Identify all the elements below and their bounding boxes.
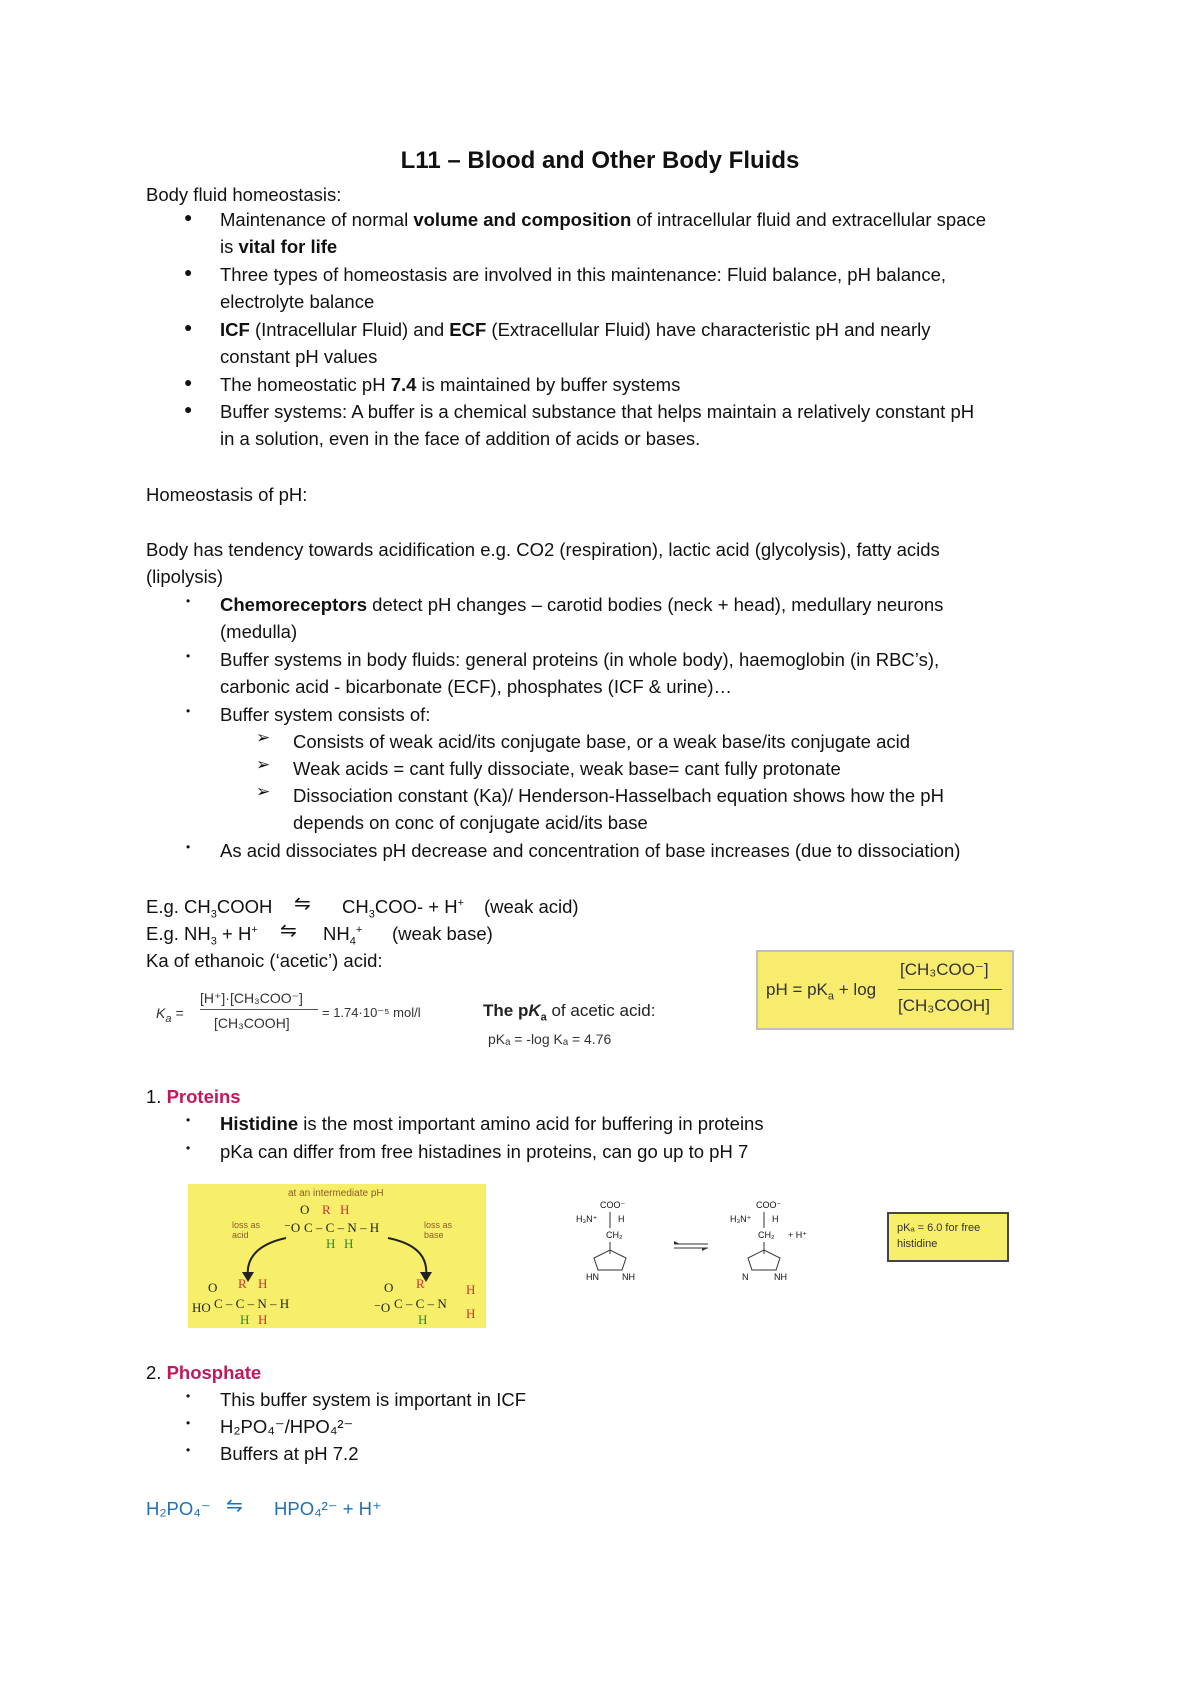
sub-list-item-cont: depends on conc of conjugate acid/its base	[293, 812, 648, 833]
list-item-cont: (medulla)	[220, 621, 298, 642]
arrow-bullet-icon: ➢	[256, 782, 271, 801]
list-item	[220, 206, 986, 233]
reversible-arrow-icon: ⇋	[280, 920, 297, 942]
hh-numerator: [CH₃COO⁻]	[900, 960, 989, 979]
ka-symbol	[156, 1005, 184, 1025]
chem-label: CH₂	[758, 1230, 775, 1240]
text-run: pH = pK	[766, 980, 828, 999]
chem-label: N	[742, 1272, 749, 1282]
subscript: a	[827, 990, 835, 1003]
histidine-structure-drawing	[570, 1200, 830, 1290]
svg-text:H: H	[340, 1202, 350, 1217]
text-run: 1.	[146, 1086, 167, 1107]
bullet-icon: ●	[184, 209, 193, 225]
text-run: of acetic acid:	[546, 1001, 656, 1020]
text-run: volume and composition	[413, 209, 632, 230]
list-item: Buffer systems: A buffer is a chemical substance that helps maintain a relatively constant pH	[220, 401, 975, 422]
amino-acid-structure-drawing	[188, 1184, 486, 1328]
text-run: Histidine	[220, 1113, 299, 1134]
text-run: COOH	[216, 896, 273, 917]
list-item	[220, 591, 943, 618]
text-run: vital for life	[238, 236, 338, 257]
svg-text:O: O	[208, 1280, 218, 1295]
svg-text:⁻O: ⁻O	[374, 1300, 391, 1315]
svg-text:R: R	[416, 1276, 425, 1291]
text-run: of intracellular fluid and extracellular space	[631, 209, 987, 230]
hh-lhs	[766, 980, 877, 1003]
svg-text:H: H	[344, 1236, 354, 1251]
text-run: The p	[483, 1001, 529, 1020]
bullet-icon: •	[186, 1389, 191, 1403]
svg-text:H: H	[258, 1276, 268, 1291]
bullet-icon: •	[186, 1443, 191, 1457]
histidine-equilibrium-figure	[570, 1200, 830, 1290]
section-heading-body-fluid: Body fluid homeostasis:	[146, 184, 342, 205]
ka-denominator: [CH₃COOH]	[214, 1015, 290, 1031]
text-run: E.g. CH	[146, 896, 211, 917]
text-run: Maintenance of normal	[220, 209, 414, 230]
list-item	[220, 1110, 764, 1137]
ka-value: = 1.74·10⁻⁵ mol/l	[322, 1005, 421, 1020]
bullet-icon: •	[186, 649, 191, 663]
subscript: a	[165, 1012, 172, 1025]
text-run: CH	[342, 896, 369, 917]
pka-expression: pKₐ = -log Kₐ = 4.76	[488, 1031, 612, 1047]
list-item: Buffers at pH 7.2	[220, 1443, 359, 1464]
arrow-bullet-icon: ➢	[256, 755, 271, 774]
svg-text:HO: HO	[192, 1300, 211, 1315]
svg-text:H: H	[418, 1312, 428, 1327]
text-run: The homeostatic pH	[220, 374, 391, 395]
text-run: is maintained by buffer systems	[416, 374, 681, 395]
figure-label-base: loss as base	[424, 1220, 453, 1240]
list-item: This buffer system is important in ICF	[220, 1389, 527, 1410]
equation-ammonia	[146, 920, 258, 947]
pka-title	[483, 1001, 656, 1024]
bullet-icon: •	[186, 704, 191, 718]
text-run: NH	[323, 923, 350, 944]
chem-label: NH	[774, 1272, 787, 1282]
reversible-arrow-icon: ⇋	[226, 1495, 243, 1517]
list-item: H₂PO₄⁻/HPO₄²⁻	[220, 1416, 354, 1437]
text-run: COO- + H	[374, 896, 458, 917]
superscript: +	[355, 923, 363, 936]
bullet-icon: ●	[184, 319, 193, 335]
text-run: Chemoreceptors	[220, 594, 368, 615]
text-run: 2.	[146, 1362, 167, 1383]
text-run: K	[156, 1005, 166, 1021]
arrow-bullet-icon: ➢	[256, 728, 271, 747]
text-run: (Intracellular Fluid) and	[249, 319, 450, 340]
sub-list-item: Consists of weak acid/its conjugate base, or a weak base/its conjugate acid	[293, 731, 911, 752]
bullet-icon: •	[186, 1141, 191, 1155]
chem-label: H	[618, 1214, 625, 1224]
list-item: Buffer systems in body fluids: general proteins (in whole body), haemoglobin (in RBC’s),	[220, 649, 940, 670]
svg-text:⁻O: ⁻O	[284, 1220, 301, 1235]
subscript: 3	[210, 935, 217, 948]
chem-label: H₃N⁺	[730, 1214, 752, 1224]
bullet-icon: ●	[184, 374, 193, 390]
chem-label: CH₂	[606, 1230, 623, 1240]
bullet-icon: •	[186, 1416, 191, 1430]
text-run: detect pH changes – carotid bodies (neck + head), medullary neurons	[367, 594, 944, 615]
text-run: (Extracellular Fluid) have characteristic pH and nearly	[486, 319, 931, 340]
chem-label: COO⁻	[756, 1200, 782, 1210]
chem-label: NH	[622, 1272, 635, 1282]
text-run: 7.4	[390, 374, 417, 395]
svg-text:H: H	[466, 1282, 476, 1297]
henderson-hasselbach-box	[756, 950, 1014, 1030]
figure-caption: at an intermediate pH	[288, 1188, 384, 1199]
list-item-cont: electrolyte balance	[220, 291, 375, 312]
svg-text:R: R	[322, 1202, 331, 1217]
phosphate-equation-lhs: H₂PO₄⁻	[146, 1498, 211, 1519]
list-item: pKa can differ from free histadines in proteins, can go up to pH 7	[220, 1141, 749, 1162]
equation-acetic-rhs	[342, 893, 464, 920]
bullet-icon: •	[186, 840, 191, 854]
list-item	[220, 316, 930, 343]
text-run: =	[175, 1005, 184, 1021]
label-weak-base: (weak base)	[392, 923, 493, 944]
svg-text:C – C – N – H: C – C – N – H	[214, 1296, 290, 1311]
section-heading-ph: Homeostasis of pH:	[146, 484, 308, 505]
superscript: +	[251, 923, 258, 936]
bullet-icon: ●	[184, 401, 193, 417]
subscript: a	[540, 1011, 547, 1024]
sub-list-item: Weak acids = cant fully dissociate, weak base= cant fully protonate	[293, 758, 841, 779]
reversible-arrow-icon: ⇋	[294, 893, 311, 915]
text-run: Phosphate	[166, 1362, 262, 1383]
chem-label: H	[772, 1214, 779, 1224]
chem-label: + H⁺	[788, 1230, 808, 1240]
equation-ammonia-rhs	[323, 920, 362, 947]
sub-list-item: Dissociation constant (Ka)/ Henderson-Hasselbach equation shows how the pH	[293, 785, 944, 806]
pka-histidine-box	[887, 1212, 1009, 1262]
paragraph: Body has tendency towards acidification e.g. CO2 (respiration), lactic acid (glycolysis), fatty acids	[146, 539, 940, 560]
figure-label-acid: loss as acid	[232, 1220, 261, 1240]
list-item: As acid dissociates pH decrease and concentration of base increases (due to dissociation)	[220, 840, 961, 861]
text-run: E.g. NH	[146, 923, 211, 944]
amino-acid-buffer-figure	[188, 1184, 486, 1328]
paragraph-cont: (lipolysis)	[146, 566, 224, 587]
list-item: Buffer system consists of:	[220, 704, 431, 725]
chem-label: HN	[586, 1272, 599, 1282]
text-run: ECF	[449, 319, 487, 340]
phosphate-heading	[146, 1359, 261, 1386]
text-run: Proteins	[166, 1086, 241, 1107]
svg-text:H: H	[466, 1306, 476, 1321]
ka-formula-figure	[150, 985, 680, 1045]
chem-label: H₃N⁺	[576, 1214, 598, 1224]
text-run: + H	[222, 923, 252, 944]
subscript: 3	[368, 908, 375, 921]
superscript: +	[457, 896, 465, 909]
phosphate-equation-rhs: HPO₄²⁻ + H⁺	[274, 1498, 382, 1519]
subscript: 4	[349, 935, 356, 948]
svg-text:C – C – N: C – C – N	[394, 1296, 447, 1311]
list-item: Three types of homeostasis are involved in this maintenance: Fluid balance, pH balance,	[220, 264, 947, 285]
bullet-icon: •	[186, 1113, 191, 1127]
equation-acetic	[146, 893, 272, 920]
fraction-bar	[200, 1009, 318, 1010]
list-item-cont: carbonic acid - bicarbonate (ECF), phosphates (ICF & urine)…	[220, 676, 733, 697]
fraction-bar	[898, 989, 1002, 990]
pka-box-line2: histidine	[897, 1238, 938, 1250]
text-run: ICF	[220, 319, 250, 340]
page-title: L11 – Blood and Other Body Fluids	[400, 147, 800, 174]
list-item-cont: constant pH values	[220, 346, 378, 367]
hh-denominator: [CH₃COOH]	[898, 996, 990, 1015]
bullet-icon: ●	[184, 264, 193, 280]
text-run: is	[220, 236, 239, 257]
bullet-icon: •	[186, 594, 191, 608]
proteins-heading	[146, 1083, 241, 1110]
ka-heading: Ka of ethanoic (‘acetic’) acid:	[146, 950, 383, 971]
svg-text:H: H	[326, 1236, 336, 1251]
text-run: K	[528, 1001, 541, 1020]
svg-text:R: R	[238, 1276, 247, 1291]
svg-text:H: H	[240, 1312, 250, 1327]
list-item-cont: in a solution, even in the face of addition of acids or bases.	[220, 428, 701, 449]
list-item-cont	[220, 233, 337, 260]
label-weak-acid: (weak acid)	[484, 896, 579, 917]
pka-box-line1: pKₐ = 6.0 for free	[897, 1222, 981, 1234]
text-run: + log	[838, 980, 877, 999]
svg-text:C – C – N – H: C – C – N – H	[304, 1220, 380, 1235]
svg-text:O: O	[300, 1202, 310, 1217]
svg-text:O: O	[384, 1280, 394, 1295]
svg-text:H: H	[258, 1312, 268, 1327]
list-item	[220, 371, 680, 398]
ka-numerator: [H⁺]·[CH₃COO⁻]	[200, 990, 303, 1006]
text-run: is the most important amino acid for buffering in proteins	[298, 1113, 764, 1134]
subscript: 3	[210, 908, 217, 921]
chem-label: COO⁻	[600, 1200, 626, 1210]
